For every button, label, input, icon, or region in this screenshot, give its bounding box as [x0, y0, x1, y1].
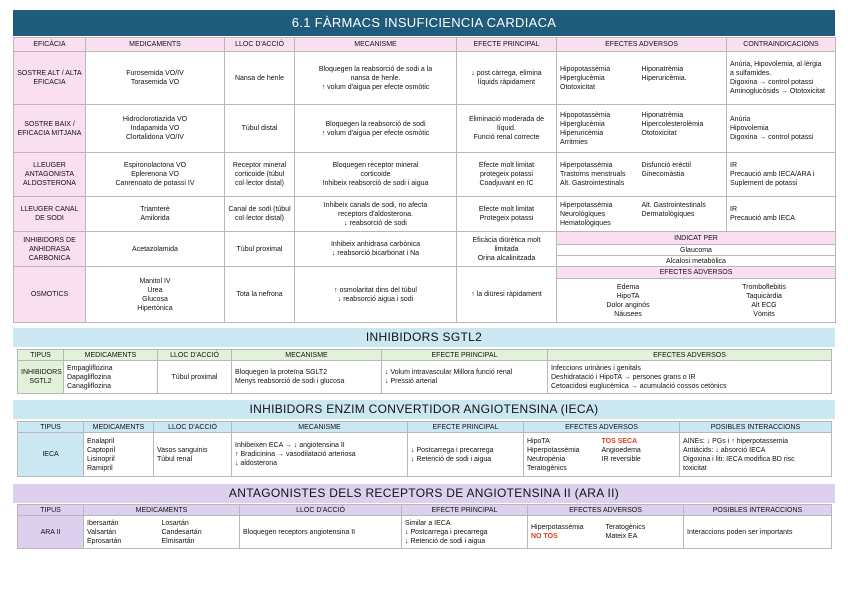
col-header: EFECTES ADVERSOS [528, 505, 684, 516]
table-row [14, 232, 836, 245]
mecanisme-cell: Bloquegen la reabsorció de sodi ↑ volum d'aigua per efecte osmòtic [295, 105, 457, 153]
main-title-banner [13, 10, 835, 36]
eficacia-cell: LLEUGER CANAL DE SODI [14, 197, 86, 232]
lloc-cell: Túbul proximal [158, 361, 232, 394]
lloc-cell: Túbul proximal [225, 232, 295, 267]
ara-title: ANTAGONISTES DELS RECEPTORS DE ANGIOTENSINA II (ARA II) [228, 486, 620, 500]
col-header: LLOC D'ACCIÓ [240, 505, 402, 516]
adversos-header: EFECTES ADVERSOS [557, 267, 836, 279]
table-row [18, 361, 832, 394]
sgtl2-table [17, 349, 831, 394]
mecanisme-cell: Bloquegen la proteïna SGLT2 Menys reabsorció de sodi i glucosa [232, 361, 382, 394]
table-row [18, 516, 832, 549]
lloc-cell: Bloquegen receptors angiotensina II [240, 516, 402, 549]
meds-cell: Manitol IV Urea Glucosa Hipertònica [86, 267, 225, 323]
eficacia-cell: SOSTRE ALT / ALTA EFICACIA [14, 52, 86, 105]
mecanisme-cell: Bloquegen receptor mineral corticoide Inhibeix reabsorció de sodi i aigua [295, 153, 457, 197]
lloc-cell: Nansa de henle [225, 52, 295, 105]
adversos-cell: HipoTA Hiperpotassèmia Neutropènia Teratogènics TOS SECA Angioedema IR reversible [524, 433, 680, 477]
adversos-cell: Edema HipoTA Dolor anginós Nàusees Tromboflebitis Taquicàrdia Alt ECG Vòmits [557, 279, 836, 323]
col-header: MEDICAMENTS [86, 38, 225, 52]
table-row [14, 267, 836, 279]
col-header: MEDICAMENTS [84, 422, 154, 433]
col-header: MECANISME [295, 38, 457, 52]
lloc-cell: Tota la nefrona [225, 267, 295, 323]
main-header-row [14, 38, 836, 52]
table-row [14, 197, 836, 232]
table-row [18, 433, 832, 477]
tipus-cell: INHIBIDORS SGTL2 [18, 361, 64, 394]
col-header: TIPUS [18, 350, 64, 361]
ieca-title: INHIBIDORS ENZIM CONVERTIDOR ANGIOTENSINA (IECA) [249, 402, 599, 416]
col-header: EFECTES ADVERSOS [548, 350, 832, 361]
lloc-cell: Receptor mineral corticoide (túbul col·lector distal) [225, 153, 295, 197]
no-tos-note: NO TOS [531, 533, 558, 540]
col-header: MECANISME [232, 350, 382, 361]
efecte-cell: ↓ Volum intravascular Millora funció renal ↓ Pressió arterial [382, 361, 548, 394]
ieca-title-banner [13, 400, 835, 419]
diuretics-table [13, 37, 835, 323]
meds-cell: Acetazolamida [86, 232, 225, 267]
eficacia-cell: SOSTRE BAIX / EFICACIA MITJANA [14, 105, 86, 153]
interaccions-cell: AINEs: ↓ PGs i ↑ hiperpotassemia Antiàcids: ↓ absorció IECA Digoxina i liti: IECA modifica BD risc toxicitat [680, 433, 832, 477]
meds-cell: Furosemida VO/IV Torasemida VO [86, 52, 225, 105]
adversos-cell: Infeccions urinàries i genitals Deshidratació i HipoTA → persones grans o IR Cetoacidosi euglucèmica → acumulació cossos cetònics [548, 361, 832, 394]
contra-cell: Anúria Hipovolemia Digoxina → control potassi [727, 105, 836, 153]
col-header: MEDICAMENTS [84, 505, 240, 516]
adversos-cell: Hipopotassèmia Hiperglucèmia Ototoxicitat Hiponatrèmia Hiperuricèmia. [557, 52, 727, 105]
contra-cell: IR Precaució amb IECA/ARA i Suplement de potassi [727, 153, 836, 197]
ara-header-row [18, 505, 832, 516]
adversos-cell: Hiperpotassèmia Neurològiques Hematològiques Alt. Gastrointestinals Dermatològiques [557, 197, 727, 232]
main-title: 6.1 FÀRMACS INSUFICIENCIA CARDIACA [291, 15, 557, 30]
col-header: EFECTE PRINCIPAL [382, 350, 548, 361]
meds-cell: Triamterè Amilorida [86, 197, 225, 232]
tipus-cell: IECA [18, 433, 84, 477]
adversos-cell: Hiperpotassèmia Trastorns menstruals Alt. Gastrointestinals Disfunció erèctil Ginecomàstia [557, 153, 727, 197]
col-header: EFECTE PRINCIPAL [408, 422, 524, 433]
efecte-cell: ↓ post càrrega, elimina líquids ràpidament [457, 52, 557, 105]
adversos-cell: Hiperpotassèmia NO TOS Teratogènics Mateix EA [528, 516, 684, 549]
lloc-cell: Canal de sodi (túbul col·lector distal) [225, 197, 295, 232]
efecte-cell: Efecte molt limitat protegeix potassi Coadjuvant en IC [457, 153, 557, 197]
col-header: EFICÀCIA [14, 38, 86, 52]
interaccions-cell: Interaccions poden ser importants [684, 516, 832, 549]
col-header: MEDICAMENTS [64, 350, 158, 361]
efecte-cell: ↑ la diüresi ràpidament [457, 267, 557, 323]
indicat-header: INDICAT PER [557, 232, 836, 245]
meds-cell: Ibersartán Valsartán Eprosartán Losartán Candesartán Elmisartán [84, 516, 240, 549]
efecte-cell: Efecte molt limitat Protegeix potassi [457, 197, 557, 232]
mecanisme-cell: Inhibeixen ECA → ↓ angiotensina II ↑ Bradicinina → vasodilatació arteriosa ↓ aldosterona [232, 433, 408, 477]
sgtl2-header-row [18, 350, 832, 361]
table-row [14, 105, 836, 153]
ieca-table [17, 421, 831, 477]
meds-cell: Enalapril Captopril Lisinopril Ramipril [84, 433, 154, 477]
mecanisme-cell: Bloquegen la reabsorció de sodi a la nansa de henle. ↑ volum d'aigua per efecte osmòtic [295, 52, 457, 105]
col-header: EFECTE PRINCIPAL [457, 38, 557, 52]
col-header: LLOC D'ACCIÓ [225, 38, 295, 52]
indicat-item: Alcalosi metabòlica [557, 256, 836, 267]
ieca-header-row [18, 422, 832, 433]
contra-cell: Anúria, Hipovolemia, al·lèrgia a sulfamides. Digoxina → control potassi Aminoglucòsids → Ototoxicitat [727, 52, 836, 105]
meds-cell: Hidroclorotiazida VO Indapamida VO Clortalidona VO/IV [86, 105, 225, 153]
table-row [14, 153, 836, 197]
efecte-cell: ↓ Postcarrega i precarrega ↓ Retenció de sodi i aigua [408, 433, 524, 477]
indicat-item: Glaucoma [557, 245, 836, 256]
mecanisme-cell: Inhibeix canals de sodi, no afecta receptors d'aldosterona. ↓ reabsorció de sodi [295, 197, 457, 232]
col-header: TIPUS [18, 505, 84, 516]
ara-table [17, 504, 831, 549]
col-header: EFECTE PRINCIPAL [402, 505, 528, 516]
lloc-cell: Túbul distal [225, 105, 295, 153]
sgtl2-title: INHIBIDORS SGTL2 [365, 330, 483, 344]
meds-cell: Empagliflozina Dapagliflozina Canagliflozina [64, 361, 158, 394]
meds-cell: Espironolactona VO Eplerenona VO Canrenoato de potassi IV [86, 153, 225, 197]
sgtl2-title-banner [13, 328, 835, 347]
col-header: LLOC D'ACCIÓ [158, 350, 232, 361]
lloc-cell: Vasos sanguinis Túbul renal [154, 433, 232, 477]
col-header: MECANISME [232, 422, 408, 433]
mecanisme-cell: Inhibeix anhidrasa carbònica ↓ reabsorció bicarbonat i Na [295, 232, 457, 267]
efecte-cell: Eliminació moderada de líquid. Funció renal correcte [457, 105, 557, 153]
col-header: LLOC D'ACCIÓ [154, 422, 232, 433]
table-row [14, 52, 836, 105]
adversos-cell: Hipopotassèmia Hiperglucèmia Hiperuricèmia Arritmies Hiponatrèmia Hipercolesterolèmia Ototoxicitat [557, 105, 727, 153]
efecte-cell: Eficàcia diürètica molt limitada Orina alcalinitzada [457, 232, 557, 267]
col-header: EFECTES ADVERSOS [524, 422, 680, 433]
col-header: POSIBLES INTERACCIONS [684, 505, 832, 516]
eficacia-cell: LLEUGER ANTAGONISTA ALDOSTERONA [14, 153, 86, 197]
col-header: EFECTES ADVERSOS [557, 38, 727, 52]
contra-cell: IR Precaució amb IECA [727, 197, 836, 232]
tipus-cell: ARA II [18, 516, 84, 549]
eficacia-cell: INHIBIDORS DE ANHIDRASA CARBONICA [14, 232, 86, 267]
efecte-cell: Similar a IECA ↓ Postcarrega i precarrega ↓ Retenció de sodi i aigua [402, 516, 528, 549]
mecanisme-cell: ↑ osmolaritat dins del túbul ↓ reabsorció aigua i sodi [295, 267, 457, 323]
tos-seca-warning: TOS SECA [601, 437, 638, 445]
eficacia-cell: OSMOTICS [14, 267, 86, 323]
col-header: POSIBLES INTERACCIONS [680, 422, 832, 433]
col-header: TIPUS [18, 422, 84, 433]
col-header: CONTRAINDICACIONS [727, 38, 836, 52]
ara-title-banner [13, 484, 835, 503]
